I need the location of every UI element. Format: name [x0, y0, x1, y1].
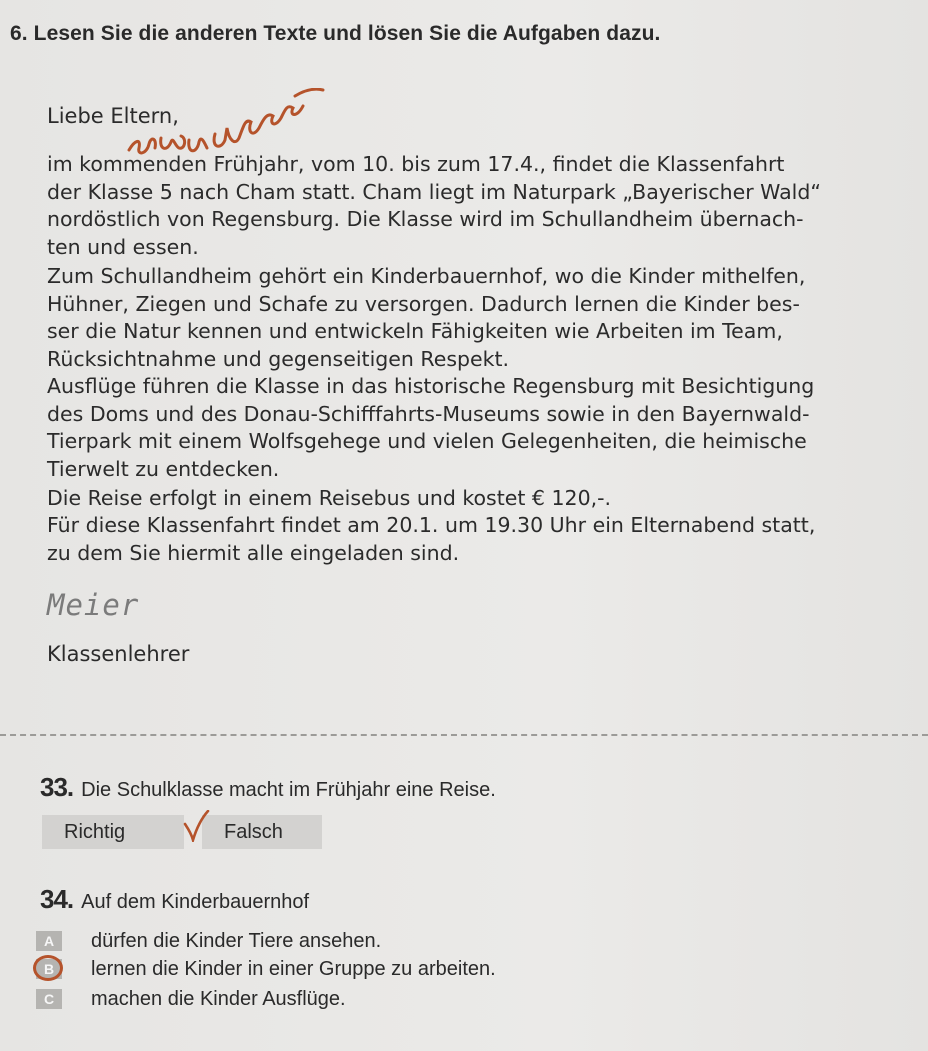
- signature: Meier: [47, 588, 140, 622]
- question-33-heading: [40, 772, 496, 803]
- option-richtig[interactable]: Richtig: [42, 815, 184, 849]
- answer-letter-badge: C: [36, 989, 62, 1009]
- letter-line: ten und essen.: [47, 234, 199, 259]
- letter-paragraph-4: [47, 485, 907, 513]
- answer-text: machen die Kinder Ausflüge.: [91, 988, 346, 1010]
- checkmark-icon: [182, 810, 210, 842]
- letter-line: Rücksichtnahme und gegenseitigen Respekt.: [47, 346, 510, 371]
- section-divider: [0, 734, 928, 736]
- letter-line: der Klasse 5 nach Cham statt. Cham liegt im Naturpark „Bayerischer Wald“: [47, 179, 821, 204]
- signature-title: Klassenlehrer: [47, 642, 190, 666]
- question-number: 34.: [40, 884, 74, 914]
- letter-line: Tierwelt zu entdecken.: [47, 456, 280, 481]
- answer-text: lernen die Kinder in einer Gruppe zu arbeiten.: [91, 958, 496, 980]
- letter-paragraph-3: [47, 373, 907, 483]
- letter-paragraph-5: [47, 512, 907, 567]
- letter-line: Die Reise erfolgt in einem Reisebus und kostet € 120,-.: [47, 486, 612, 510]
- letter-line: im kommenden Frühjahr, vom 10. bis zum 17.4., findet die Klassenfahrt: [47, 152, 785, 176]
- letter-line: Für diese Klassenfahrt findet am 20.1. um 19.30 Uhr ein Elternabend statt,: [47, 513, 816, 537]
- answer-text: dürfen die Kinder Tiere ansehen.: [91, 930, 382, 952]
- letter-line: Tierpark mit einem Wolfsgehege und vielen Gelegenheiten, die heimische: [47, 429, 807, 453]
- option-falsch[interactable]: Falsch: [202, 815, 322, 849]
- answer-letter-badge: B: [36, 959, 62, 979]
- letter-line: nordöstlich von Regensburg. Die Klasse wird im Schullandheim übernach-: [47, 207, 804, 231]
- letter-line: ser die Natur kennen und entwickeln Fähigkeiten wie Arbeiten im Team,: [47, 319, 783, 343]
- question-text: Auf dem Kinderbauernhof: [81, 891, 310, 913]
- letter-line: zu dem Sie hiermit alle eingeladen sind.: [47, 540, 460, 565]
- letter-line: des Doms und des Donau-Schifffahrts-Museums sowie in den Bayernwald-: [47, 401, 810, 426]
- letter-greeting: Liebe Eltern,: [47, 104, 179, 128]
- question-34-heading: [40, 884, 309, 915]
- letter-paragraph-2: [47, 263, 907, 373]
- question-text: Die Schulklasse macht im Frühjahr eine Reise.: [81, 779, 496, 801]
- circle-mark-icon: [33, 955, 63, 981]
- letter-paragraph-1: [47, 151, 907, 261]
- question-number: 33.: [40, 772, 74, 802]
- answer-letter-badge: A: [36, 931, 62, 951]
- letter-line: Hühner, Ziegen und Schafe zu versorgen. Dadurch lernen die Kinder bes-: [47, 291, 800, 316]
- letter-line: Ausflüge führen die Klasse in das historische Regensburg mit Besichtigung: [47, 374, 815, 398]
- letter-line: Zum Schullandheim gehört ein Kinderbauernhof, wo die Kinder mithelfen,: [47, 264, 806, 288]
- task-heading: 6. Lesen Sie die anderen Texte und lösen Sie die Aufgaben dazu.: [10, 22, 661, 45]
